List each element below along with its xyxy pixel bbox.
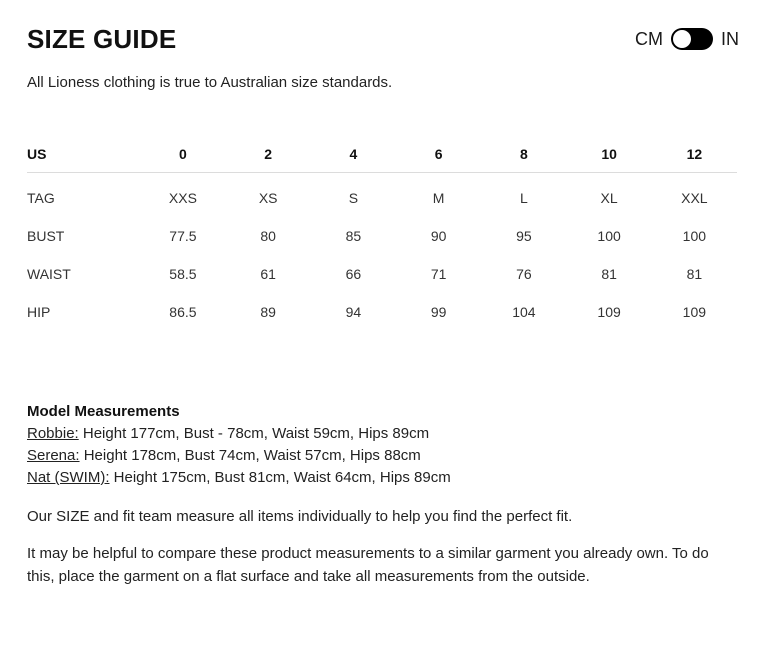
size-guide-header — [27, 24, 739, 54]
table-cell: 86.5 — [169, 304, 197, 320]
table-cell: 58.5 — [169, 266, 197, 282]
header-us: US — [27, 138, 140, 173]
table-cell: XL — [600, 190, 618, 206]
table-cell: 89 — [260, 304, 276, 320]
table-row-hip — [27, 293, 737, 331]
model-line-robbie — [27, 423, 451, 445]
switch-knob — [673, 30, 691, 48]
header-size-10: 10 — [566, 138, 651, 173]
table-cell: 95 — [516, 228, 532, 244]
model-details: Height 175cm, Bust 81cm, Waist 64cm, Hips 89cm — [109, 469, 451, 486]
header-size-8: 8 — [481, 138, 566, 173]
table-cell: 94 — [345, 304, 362, 320]
row-label: TAG — [27, 190, 55, 206]
model-name-link[interactable]: Robbie: — [27, 425, 79, 442]
model-details: Height 178cm, Bust 74cm, Waist 57cm, Hips 88cm — [79, 447, 421, 464]
table-cell: 104 — [512, 304, 536, 320]
header-size-12: 12 — [652, 138, 737, 173]
header-size-6: 6 — [396, 138, 481, 173]
measurement-instructions: It may be helpful to compare these product measurements to a similar garment you already own. To do this, place the garment on a flat surface and take all measurements from the outside. — [27, 545, 709, 585]
header-size-4: 4 — [311, 138, 396, 173]
size-standards-note: All Lioness clothing is true to Australian size standards. — [27, 74, 393, 91]
model-details: Height 177cm, Bust - 78cm, Waist 59cm, Hips 89cm — [78, 425, 430, 442]
table-cell: 90 — [430, 228, 447, 244]
table-cell: 66 — [345, 266, 362, 282]
table-cell: XS — [258, 190, 278, 206]
table-cell: 80 — [260, 228, 276, 244]
table-header-row — [27, 138, 737, 173]
table-cell: L — [519, 190, 528, 206]
model-measurements — [27, 401, 451, 489]
table-row-bust — [27, 217, 737, 255]
table-cell: 85 — [345, 228, 362, 244]
table-cell: 76 — [516, 266, 532, 282]
unit-toggle — [635, 28, 739, 50]
page-title: SIZE GUIDE — [27, 24, 177, 54]
fit-team-note: Our SIZE and fit team measure all items individually to help you find the perfect fit. — [27, 508, 573, 525]
table-row-tag — [27, 173, 737, 218]
model-name-link[interactable]: Nat (SWIM): — [27, 469, 110, 486]
model-measurements-heading: Model Measurements — [27, 403, 180, 420]
header-size-2: 2 — [226, 138, 311, 173]
table-cell: 71 — [430, 266, 447, 282]
table-cell: 99 — [430, 304, 447, 320]
unit-cm-label[interactable]: CM — [635, 28, 663, 49]
table-cell: XXL — [681, 190, 708, 206]
unit-in-label[interactable]: IN — [721, 28, 739, 49]
table-cell: M — [432, 190, 445, 206]
table-cell: S — [348, 190, 359, 206]
table-cell: 61 — [260, 266, 276, 282]
size-table — [27, 138, 737, 331]
table-cell: 100 — [597, 228, 621, 244]
header-size-0: 0 — [140, 138, 225, 173]
table-cell: 109 — [682, 304, 707, 320]
table-row-waist — [27, 255, 737, 293]
model-line-serena — [27, 445, 451, 467]
model-name-link[interactable]: Serena: — [27, 447, 80, 464]
table-cell: 81 — [601, 266, 617, 282]
table-cell: 81 — [686, 266, 703, 282]
table-cell: 77.5 — [169, 228, 197, 244]
table-cell: XXS — [168, 190, 197, 206]
table-cell: 100 — [682, 228, 707, 244]
row-label: BUST — [27, 228, 65, 244]
table-cell: 109 — [597, 304, 621, 320]
model-line-nat — [27, 467, 451, 489]
row-label: HIP — [27, 304, 51, 320]
unit-switch[interactable] — [671, 28, 713, 50]
row-label: WAIST — [27, 266, 71, 282]
